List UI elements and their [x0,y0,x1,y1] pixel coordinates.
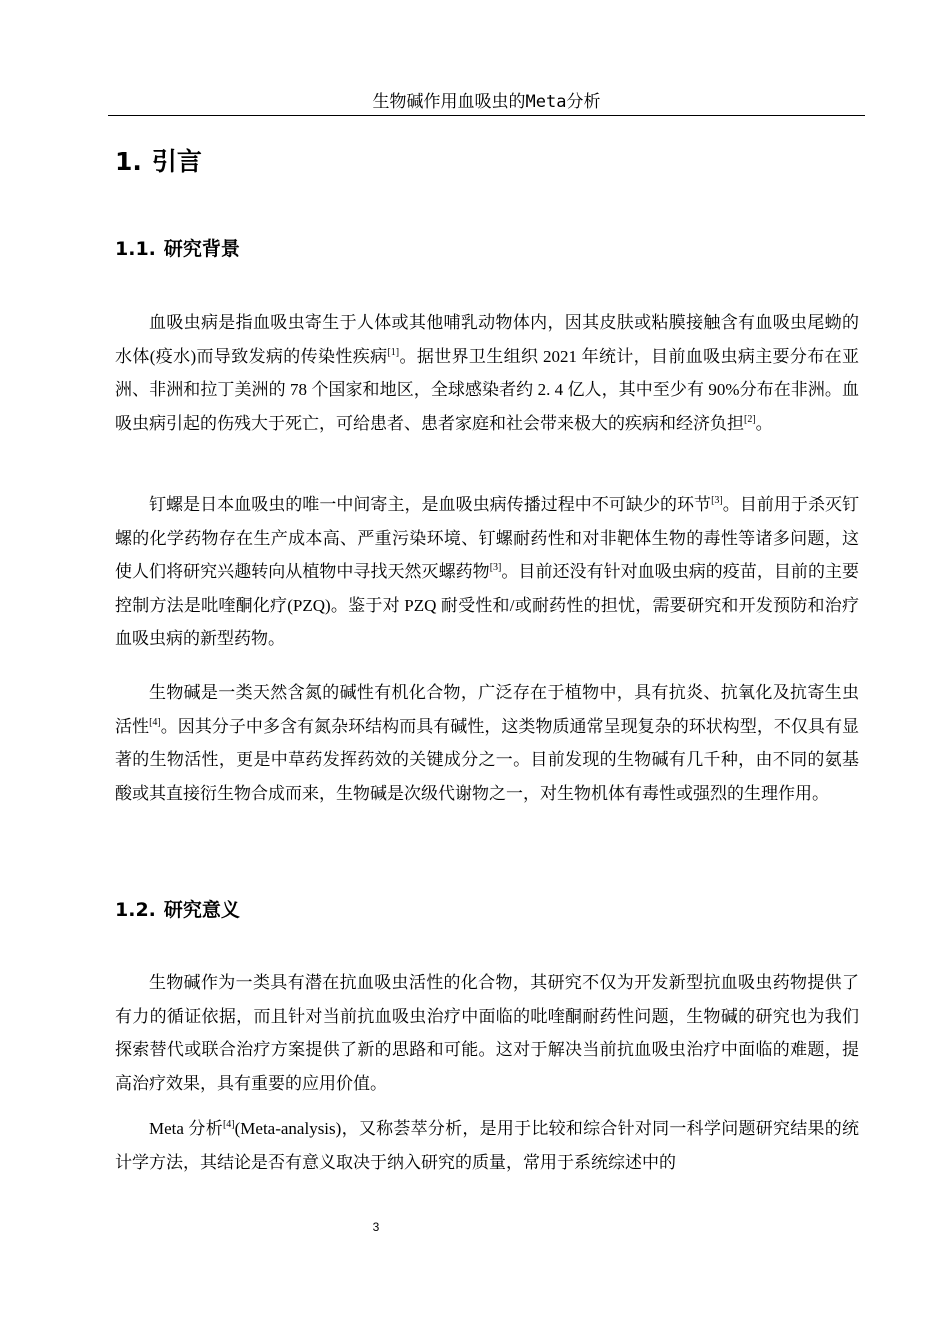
text-run: 。 [755,413,773,433]
section-number: 1.1. [115,238,156,260]
running-header: 生物碱作用血吸虫的Meta分析 [372,92,601,112]
section-title: 研究背景 [163,238,240,260]
text-run: 钉螺是日本血吸虫的唯一中间寄主，是血吸虫病传播过程中不可缺少的环节 [149,495,712,514]
paragraph-2 [115,488,859,656]
citation: [1] [387,346,400,358]
paragraph-3 [115,676,859,810]
text-run: 生物碱是一类天然含氮的碱性有机化合物，广泛存在于植物中，具有抗炎、抗氧化及抗寄生虫活性 [115,683,859,736]
paragraph-1 [115,306,859,440]
citation: [2] [744,413,756,425]
citation: [4] [222,1119,235,1130]
text-run: 血吸虫病是指血吸虫寄生于人体或其他哺乳动物体内，因其皮肤或粘膜接触含有血吸虫尾蚴的水体(疫水)而导致发病的传染性疾病 [115,313,859,366]
section-1-1-heading [115,236,240,262]
paragraph-4 [115,966,859,1100]
citation: [3] [489,562,502,574]
text-run: Meta 分析 [149,1119,223,1138]
text-run: 。目前用于杀灭钉螺的化学药物存在生产成本高、严重污染环境、钉螺耐药性和对非靶体生物的毒性等诸多问题，这使人们将研究兴趣转向从植物中寻找天然灭螺药物 [115,495,860,582]
section-title: 引言 [151,147,202,176]
text-run: 。因其分子中多含有氮杂环结构而具有碱性，这类物质通常呈现复杂的环状构型，不仅具有显著的生物活性，更是中草药发挥药效的关键成分之一。目前发现的生物碱有几千种，由不同的氨基酸或其直接衍生物合成而来，生物碱是次级代谢物之一，对生物机体有毒性或强烈的生理作用。 [115,716,859,803]
section-number: 1.2. [115,899,156,921]
section-number: 1. [115,147,142,176]
paragraph-5 [115,1112,859,1179]
text-run: 。目前还没有针对血吸虫病的疫苗，目前的主要控制方法是吡喹酮化疗(PZQ)。鉴于对 PZQ 耐受性和/或耐药性的担忧，需要研究和开发预防和治疗血吸虫病的新型药物。 [115,562,860,649]
citation: [3] [711,495,723,506]
text-run: 生物碱作为一类具有潜在抗血吸虫活性的化合物，其研究不仅为开发新型抗血吸虫药物提供了有力的循证依据，而且针对当前抗血吸虫治疗中面临的吡喹酮耐药性问题，生物碱的研究也为我们探索替代或联合治疗方案提供了新的思路和可能。这对于解决当前抗血吸虫治疗中面临的难题，提高治疗效果，具有重要的应用价值。 [115,973,859,1093]
section-title: 研究意义 [163,899,240,921]
citation: [4] [149,716,161,728]
header-rule [108,115,865,116]
section-1-2-heading [115,897,240,923]
text-run: (Meta-analysis)，又称荟萃分析，是用于比较和综合针对同一科学问题研究结果的统计学方法，其结论是否有意义取决于纳入研究的质量，常用于系统综述中的 [115,1119,859,1172]
text-run: 。据世界卫生组织 2021 年统计，目前血吸虫病主要分布在亚洲、非洲和拉丁美洲的 78 个国家和地区，全球感染者约 2. 4 亿人，其中至少有 90%分布在非洲。血吸虫病引起的伤残大于死亡，可给患者、患者家庭和社会带来极大的疾病和经济负担 [115,346,859,433]
section-1-heading [115,146,202,178]
page-number: 3 [372,1220,380,1234]
